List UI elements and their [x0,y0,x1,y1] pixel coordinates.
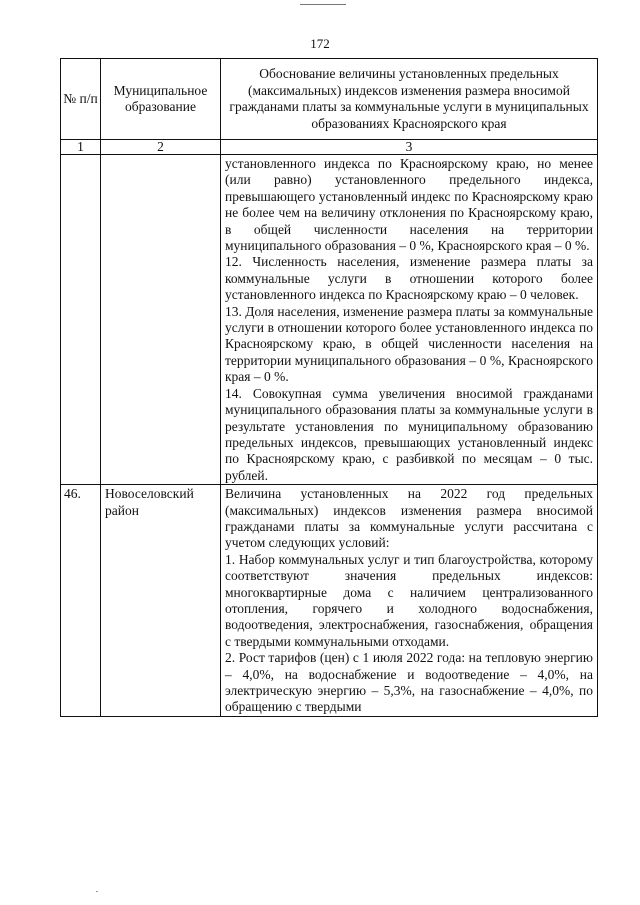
column-number: 2 [101,140,221,155]
bottom-scan-mark [96,891,98,892]
justification-paragraph: 2. Рост тарифов (цен) с 1 июля 2022 года: на тепловую энергию – 4,0%, на водоснабжение и водоотведение – 4,0%, на электрическую энергию – 5,3%, на газоснабжение – 4,0%, по обращению с твердыми [225,650,593,715]
justification-paragraph: 14. Совокупная сумма увеличения вносимой гражданами муниципального образования платы за коммунальные услуги в результате установления по муниципальному образованию предельных индексов, превышающих установленный индекс по Красноярскому краю, с разбивкой по месяцам – 0 тыс. рублей. [225,385,593,483]
row-justification [221,155,598,485]
row-municipality: Новоселовский район [101,485,221,717]
justification-paragraph: 1. Набор коммунальных услуг и тип благоустройства, которому соответствуют значения предельных индексов: многоквартирные дома с наличием централизованного отопления, горячего и холодного водоснабжения, водоотведения, электроснабжения, газоснабжения, обращения с твердыми коммунальными отходами. [225,551,593,649]
header-col-number: № п/п [61,59,101,140]
column-number: 3 [221,140,598,155]
table-row [61,155,598,485]
table-header-row [61,59,598,140]
row-municipality [101,155,221,485]
justification-paragraph: установленного индекса по Красноярскому краю, но менее (или равно) установленного предельного индекса, превышающего установленный индекс по Красноярскому краю не более чем на величину отклонения по Красноярскому краю, в общей численности населения на территории муниципального образования – 0 %, Красноярского края – 0 %. [225,156,593,254]
page-number: 172 [310,36,330,51]
justification-paragraph: Величина установленных на 2022 год предельных (максимальных) индексов изменения размера вносимой гражданами платы за коммунальные услуги рассчитана с учетом следующих условий: [225,486,593,551]
header-col-municipality: Муниципальное образование [101,59,221,140]
column-number: 1 [61,140,101,155]
justification-paragraph: 12. Численность населения, изменение размера платы за коммунальные услуги в отношении которого более установленного индекса по Красноярскому краю – 0 человек. [225,254,593,303]
top-scan-mark [300,4,346,5]
justification-table [60,58,598,717]
row-justification [221,485,598,717]
column-number-row [61,140,598,155]
header-col-justification: Обоснование величины установленных предельных (максимальных) индексов изменения размера вносимой гражданами платы за коммунальные услуги в муниципальных образованиях Красноярского края [221,59,598,140]
table-row [61,485,598,717]
justification-paragraph: 13. Доля населения, изменение размера платы за коммунальные услуги в отношении которого более установленного индекса по Красноярскому краю, в общей численности населения на территории муниципального образования – 0 %, Красноярского края – 0 %. [225,303,593,385]
row-number [61,155,101,485]
row-number: 46. [61,485,101,717]
